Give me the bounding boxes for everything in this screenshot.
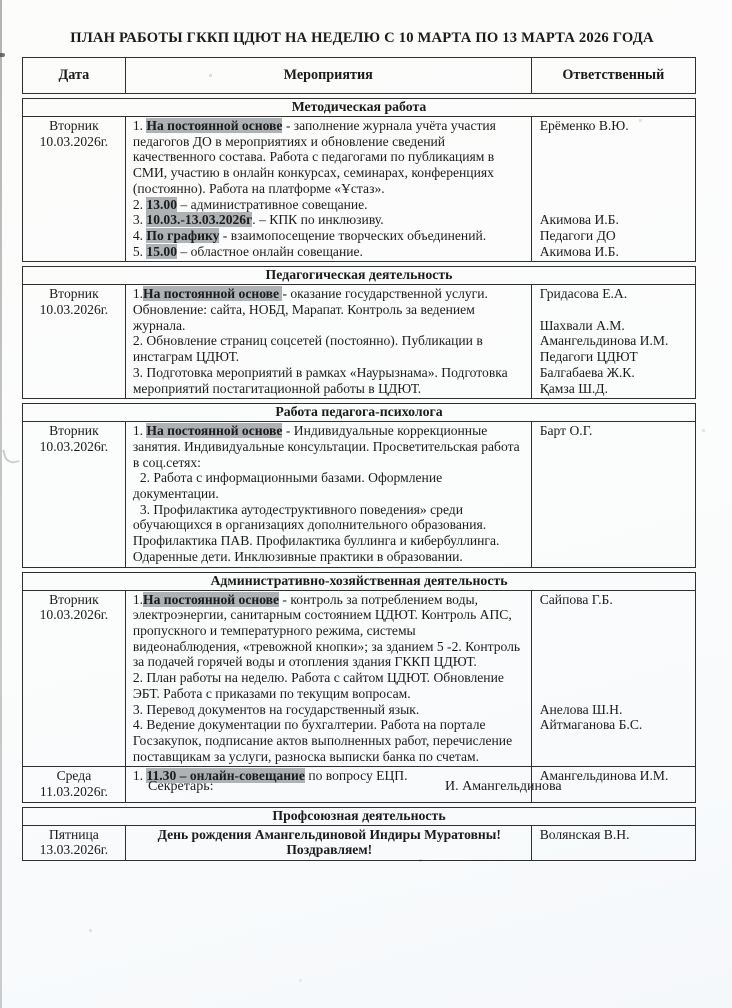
table-row — [23, 422, 695, 566]
responsible-cell — [532, 117, 695, 261]
responsible-name — [540, 607, 690, 623]
highlighted-text: По графику — [146, 227, 220, 243]
events-cell — [126, 422, 532, 566]
event-text: . – КПК по инклюзиву. — [252, 212, 384, 228]
responsible-name: Айтмаганова Б.С. — [539, 717, 643, 733]
responsible-name — [540, 165, 690, 181]
highlighted-text: На постоянной основе — [143, 286, 283, 302]
event-item — [133, 228, 526, 244]
table-row — [23, 826, 695, 860]
responsible-cell — [532, 422, 695, 566]
event-text: 2. Обновление страниц соцсетей (постоянно). Публикации в инстаграм ЦДЮТ. — [132, 333, 483, 365]
event-text: 3. Подготовка мероприятий в рамках «Наурызнама». Подготовка мероприятий постагитационной работы в ЦДЮТ. — [132, 364, 508, 396]
highlighted-text: На постоянной основе — [146, 118, 283, 133]
responsible-name: Сайпова Г.Б. — [539, 591, 613, 607]
date-line: 10.03.2026г. — [39, 302, 109, 318]
responsible-name — [540, 149, 690, 165]
table-header-block — [22, 57, 696, 94]
responsible-name — [540, 302, 690, 318]
responsible-name: Шахвали А.М. — [539, 317, 625, 333]
date-line: 10.03.2026г. — [39, 607, 109, 623]
event-text: 4. — [132, 227, 147, 243]
event-text: 2. — [132, 196, 147, 212]
events-cell — [126, 117, 532, 261]
responsible-name — [540, 686, 690, 702]
date-line: 13.03.2026г. — [39, 842, 109, 858]
event-text: 5. — [132, 243, 147, 259]
event-item — [133, 244, 526, 260]
date-cell — [23, 422, 126, 566]
section-block — [22, 403, 696, 567]
secretary-label: Секретарь: — [148, 779, 214, 794]
scan-nick-artifact — [0, 53, 5, 57]
responsible-name — [540, 197, 690, 213]
event-text: 2. План работы на неделю. Работа с сайтом ЦДЮТ. Обновление ЭБТ. Работа с приказами по текущим вопросам. — [132, 670, 504, 701]
event-item — [133, 670, 526, 701]
event-item — [133, 302, 526, 333]
table-row — [23, 766, 695, 801]
section-title: Профсоюзная деятельность — [23, 808, 695, 826]
date-cell — [23, 767, 126, 801]
event-item — [133, 197, 526, 213]
scan-speckles — [0, 0, 1, 1]
event-item — [133, 592, 526, 671]
column-header: Мероприятия — [126, 58, 532, 93]
events-cell — [126, 826, 532, 860]
scan-edge-artifact — [0, 0, 2, 1008]
header-row — [23, 58, 695, 93]
date-line: Вторник — [49, 286, 99, 302]
event-text: - заполнение журнала учёта участия педагогов ДО в мероприятиях и обновление сведений качественного состава. Работа с педагогами по публикациям в СМИ, участию в онлайн конкурсах, семинарах, конференциях (постоянно). Работа на платформе «Ұстаз». — [132, 118, 496, 196]
column-header: Дата — [23, 58, 126, 93]
event-item — [133, 423, 526, 470]
date-line: Вторник — [49, 423, 99, 439]
event-item — [133, 470, 526, 501]
highlighted-text: На постоянной основе — [146, 423, 283, 439]
responsible-name: Педагоги ЦДЮТ — [539, 349, 638, 365]
date-line: 11.03.2026г. — [39, 784, 108, 800]
date-cell — [23, 591, 126, 767]
date-line: 10.03.2026г. — [39, 133, 109, 149]
responsible-name — [540, 654, 690, 670]
event-item — [133, 212, 526, 228]
event-text: 3. Перевод документов на государственный язык. — [132, 701, 420, 717]
event-text: 1. — [132, 768, 147, 784]
event-text: День рождения Амангельдиновой Индиры Муратовны! — [157, 826, 501, 842]
date-line: Среда — [56, 768, 92, 784]
responsible-name — [540, 670, 690, 686]
scan-squiggle-artifact — [2, 446, 20, 465]
event-item — [133, 702, 526, 718]
responsible-name: Қамза Ш.Д. — [539, 380, 608, 396]
section-block — [22, 807, 696, 861]
highlighted-text: 13.00 — [146, 196, 177, 212]
event-item — [133, 827, 526, 843]
table-row — [23, 117, 695, 261]
event-text: – областное онлайн совещание. — [177, 243, 363, 259]
date-line: Вторник — [49, 591, 99, 607]
responsible-name: Гридасова Е.А. — [539, 286, 628, 302]
section-title: Работа педагога-психолога — [23, 404, 695, 422]
event-text: 3. Профилактика аутодеструктивного поведения» среди обучающихся в организациях дополнительного образования. Профилактика ПАВ. Профилактика буллинга и кибербуллинга. Одаренные дети. Инклюзивные практики в образовании. — [132, 501, 500, 564]
section-block — [22, 572, 696, 803]
event-item — [133, 502, 526, 565]
event-item — [133, 365, 526, 396]
event-text: - контроль за потреблением воды, электроэнергии, санитарным состоянием ЦДЮТ. Контроль АПС, пропускного и температурного режима, системы видеонаблюдения, «тревожной кнопки»; за зданием 5 -2. Контроль за подачей горячей воды и отопления здания ГККП ЦДЮТ. — [132, 591, 521, 670]
highlighted-text: 10.03.-13.03.2026г — [146, 212, 253, 228]
section-title: Педагогическая деятельность — [23, 267, 695, 285]
responsible-name — [540, 623, 690, 639]
event-item — [133, 717, 526, 764]
event-text: 1. — [132, 286, 144, 302]
responsible-cell — [532, 285, 695, 398]
responsible-name: Барт О.Г. — [539, 423, 593, 439]
responsible-name: Волянская В.Н. — [539, 826, 630, 842]
document-title: ПЛАН РАБОТЫ ГККП ЦДЮТ НА НЕДЕЛЮ С 10 МАРТА ПО 13 МАРТА 2026 ГОДА — [70, 30, 654, 46]
event-text: Обновление: сайта, НОБД, Марапат. Контроль за ведением журнала. — [132, 302, 475, 333]
events-cell — [126, 285, 532, 398]
date-cell — [23, 285, 126, 398]
section-title: Административно-хозяйственная деятельность — [23, 573, 695, 591]
event-text: – административное совещание. — [177, 196, 368, 212]
column-header: Ответственный — [562, 67, 665, 83]
responsible-cell — [532, 826, 695, 860]
highlighted-text: 15.00 — [146, 243, 177, 259]
responsible-name: Анелова Ш.Н. — [539, 701, 623, 717]
date-cell — [23, 117, 126, 261]
event-item — [133, 286, 526, 302]
secretary-name: И. Амангельдинова — [445, 779, 562, 794]
table-row — [23, 591, 695, 767]
event-text: Поздравляем! — [286, 842, 373, 858]
event-text: 2. Работа с информационными базами. Оформление документации. — [132, 470, 443, 502]
event-text: - взаимопосещение творческих объединений. — [219, 227, 487, 243]
responsible-name: Балгабаева Ж.К. — [539, 364, 635, 380]
date-line: 10.03.2026г. — [39, 438, 109, 454]
event-item — [133, 842, 526, 858]
event-text: - Индивидуальные коррекционные занятия. Индивидуальные консультации. Просветительская работа в соц.сетях: — [132, 423, 520, 470]
event-text: - оказание государственной услуги. — [282, 286, 488, 302]
date-line: Вторник — [49, 118, 99, 133]
responsible-name: Акимова И.Б. — [539, 243, 619, 259]
highlighted-text: 11.30 – онлайн-совещание — [146, 768, 305, 784]
event-item — [133, 333, 526, 364]
responsible-name — [540, 639, 690, 655]
responsible-name: Педагоги ДО — [539, 227, 616, 243]
responsible-name: Акимова И.Б. — [539, 212, 619, 228]
event-text: 3. — [132, 212, 147, 228]
table-row — [23, 285, 695, 398]
date-line: Пятница — [48, 826, 99, 842]
section-block — [22, 98, 696, 262]
schedule-table — [22, 57, 696, 865]
responsible-name: Ерёменко В.Ю. — [539, 118, 629, 133]
events-cell — [126, 591, 532, 767]
responsible-name — [540, 181, 690, 197]
section-title: Методическая работа — [23, 99, 695, 117]
event-text: 1. — [132, 591, 144, 607]
responsible-name — [540, 134, 690, 150]
event-item — [133, 118, 526, 197]
event-text: по вопросу ЕЦП. — [304, 768, 408, 784]
responsible-name: Амангельдинова И.М. — [539, 333, 669, 349]
responsible-cell — [532, 591, 695, 767]
event-text: 1. — [132, 423, 147, 439]
event-text: 4. Ведение документации по бухгалтерии. Работа на портале Госзакупок, подписание актов выполненных работ, перечисление поставщикам за услуги, разноска выписки банка по счетам. — [132, 717, 513, 764]
section-block — [22, 266, 696, 399]
responsible-name: Амангельдинова И.М. — [539, 768, 669, 784]
highlighted-text: На постоянной основе — [143, 591, 280, 607]
date-cell — [23, 826, 126, 860]
event-text: 1. — [132, 118, 147, 133]
